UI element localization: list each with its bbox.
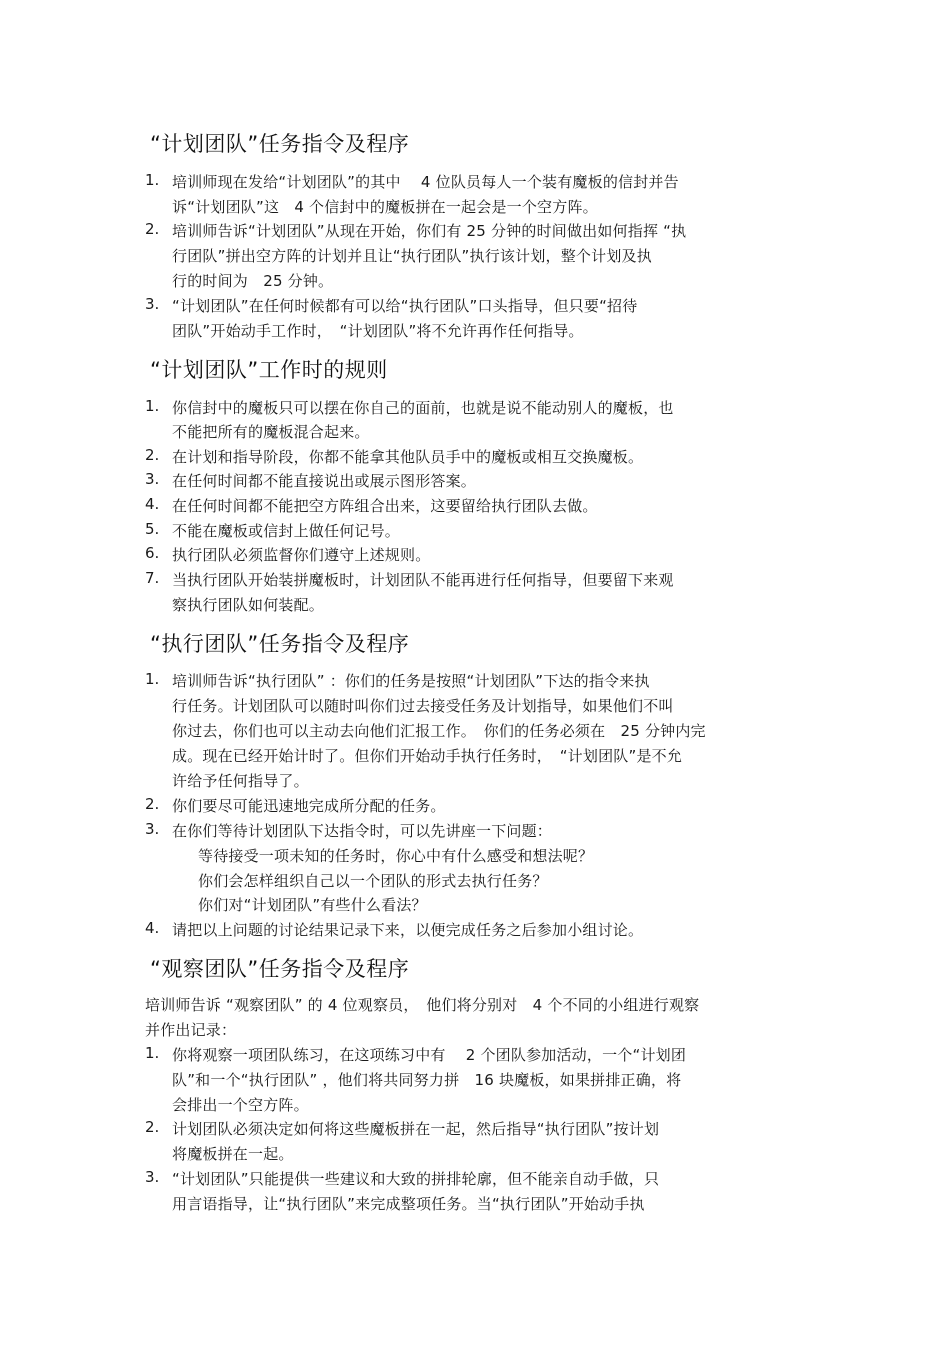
list-item-line: 你将观察一项团队练习，在这项练习中有 2 个团队参加活动，一个“计划团 bbox=[172, 1046, 687, 1064]
list-number: 7. bbox=[145, 569, 160, 587]
list-number: 2. bbox=[145, 795, 160, 813]
list-item-line: “计划团队”在任何时候都有可以给“执行团队”口头指导，但只要“招待 bbox=[172, 297, 638, 315]
list-item-line: 不能把所有的魔板混合起来。 bbox=[172, 423, 370, 441]
list-item-line: 诉“计划团队”这 4 个信封中的魔板拼在一起会是一个空方阵。 bbox=[172, 198, 598, 216]
list-number: 2. bbox=[145, 220, 160, 238]
list-item-line: 不能在魔板或信封上做任何记号。 bbox=[172, 522, 401, 540]
list-item-line: 行团队”拼出空方阵的计划并且让“执行团队”执行该计划，整个计划及执 bbox=[172, 247, 652, 265]
list-item-line: 培训师现在发给“计划团队”的其中 4 位队员每人一个装有魔板的信封并告 bbox=[172, 173, 679, 191]
list-item-line: 在你们等待计划团队下达指令时，可以先讲座一下问题： bbox=[172, 822, 553, 840]
list-item-line: 你信封中的魔板只可以摆在你自己的面前，也就是说不能动别人的魔板，也 bbox=[172, 399, 674, 417]
section-heading-observation-tasks: “观察团队”任务指令及程序 bbox=[150, 957, 410, 981]
list-number: 3. bbox=[145, 295, 160, 313]
list-item-line: 在任何时间都不能把空方阵组合出来，这要留给执行团队去做。 bbox=[172, 497, 598, 515]
list-number: 5. bbox=[145, 520, 160, 538]
list-item-line: 团队”开始动手工作时， “计划团队”将不允许再作任何指导。 bbox=[172, 322, 584, 340]
list-item-line: 用言语指导，让“执行团队”来完成整项任务。当“执行团队”开始动手执 bbox=[172, 1195, 645, 1213]
list-item-line: 行任务。计划团队可以随时叫你们过去接受任务及计划指导，如果他们不叫 bbox=[172, 697, 674, 715]
list-item-line: 培训师告诉“执行团队” ：你们的任务是按照“计划团队”下达的指令来执 bbox=[172, 672, 650, 690]
list-number: 3. bbox=[145, 820, 160, 838]
list-item-line: 在任何时间都不能直接说出或展示图形答案。 bbox=[172, 472, 477, 490]
list-number: 3. bbox=[145, 1168, 160, 1186]
list-number: 4. bbox=[145, 919, 160, 937]
list-item-line: 你们要尽可能迅速地完成所分配的任务。 bbox=[172, 797, 446, 815]
list-number: 1. bbox=[145, 397, 160, 415]
list-item-line: 会排出一个空方阵。 bbox=[172, 1096, 309, 1114]
question-line: 你们对“计划团队”有些什么看法？ bbox=[198, 896, 427, 914]
list-item-line: 行的时间为 25 分钟。 bbox=[172, 272, 334, 290]
list-number: 1. bbox=[145, 670, 160, 688]
section-heading-planning-tasks: “计划团队”任务指令及程序 bbox=[150, 132, 410, 156]
list-item-line: 许给予任何指导了。 bbox=[172, 772, 309, 790]
list-item-line: 队”和一个“执行团队” ，他们将共同努力拼 16 块魔板，如果拼排正确，将 bbox=[172, 1071, 682, 1089]
list-number: 2. bbox=[145, 446, 160, 464]
list-item-line: 你过去，你们也可以主动去向他们汇报工作。 你们的任务必须在 25 分钟内完 bbox=[172, 722, 706, 740]
list-number: 2. bbox=[145, 1118, 160, 1136]
list-item-line: 将魔板拼在一起。 bbox=[172, 1145, 294, 1163]
list-item-line: 成。现在已经开始计时了。但你们开始动手执行任务时， “计划团队”是不允 bbox=[172, 747, 683, 765]
list-item-line: 计划团队必须决定如何将这些魔板拼在一起，然后指导“执行团队”按计划 bbox=[172, 1120, 660, 1138]
list-item-line: 培训师告诉“计划团队”从现在开始，你们有 25 分钟的时间做出如何指挥 “执 bbox=[172, 222, 687, 240]
section-heading-execution-tasks: “执行团队”任务指令及程序 bbox=[150, 632, 410, 656]
list-item-line: 执行团队必须监督你们遵守上述规则。 bbox=[172, 546, 431, 564]
list-number: 1. bbox=[145, 171, 160, 189]
list-number: 6. bbox=[145, 544, 160, 562]
question-line: 你们会怎样组织自己以一个团队的形式去执行任务？ bbox=[198, 872, 548, 890]
list-item-line: “计划团队”只能提供一些建议和大致的拼排轮廓，但不能亲自动手做，只 bbox=[172, 1170, 660, 1188]
list-number: 4. bbox=[145, 495, 160, 513]
question-line: 等待接受一项未知的任务时，你心中有什么感受和想法呢？ bbox=[198, 847, 594, 865]
list-item-line: 请把以上问题的讨论结果记录下来，以便完成任务之后参加小组讨论。 bbox=[172, 921, 644, 939]
intro-line: 培训师告诉 “观察团队” 的 4 位观察员， 他们将分别对 4 个不同的小组进行观察 bbox=[145, 996, 700, 1014]
list-number: 3. bbox=[145, 470, 160, 488]
list-item-line: 在计划和指导阶段，你都不能拿其他队员手中的魔板或相互交换魔板。 bbox=[172, 448, 644, 466]
list-item-line: 当执行团队开始装拼魔板时，计划团队不能再进行任何指导，但要留下来观 bbox=[172, 571, 674, 589]
list-item-line: 察执行团队如何装配。 bbox=[172, 596, 325, 614]
intro-line: 并作出记录： bbox=[145, 1021, 237, 1039]
section-heading-planning-rules: “计划团队”工作时的规则 bbox=[150, 358, 388, 382]
list-number: 1. bbox=[145, 1044, 160, 1062]
